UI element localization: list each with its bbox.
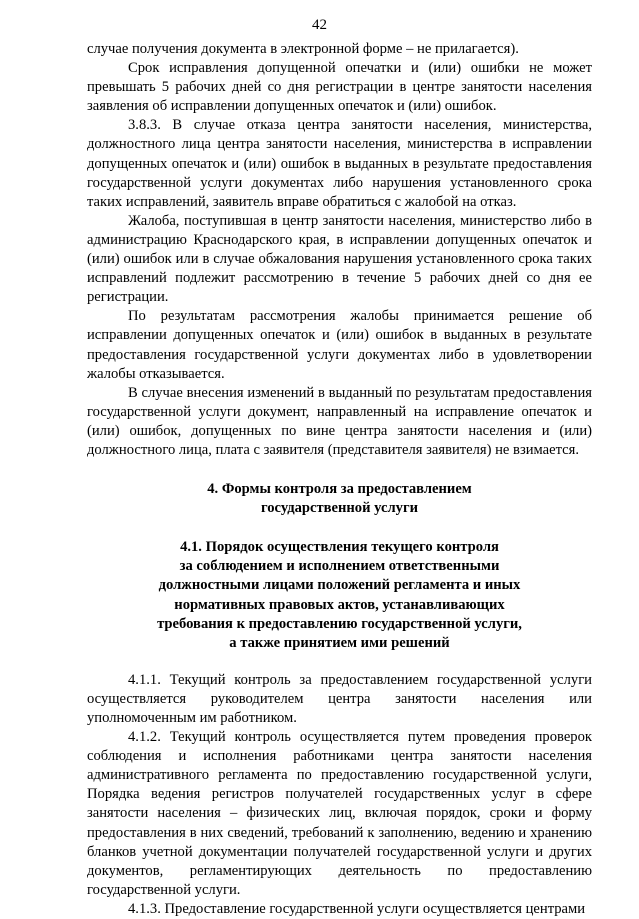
subsection-heading-line: должностными лицами положений регламента и иных — [158, 577, 521, 594]
paragraph-3-8-3: 3.8.3. В случае отказа центра занятости населения, министерства, должностного лица центра занятости населения, министерства в исправлении допущенных опечаток и (или) ошибок в выданных в результате предоставления государственной услуги документах либо нарушения установленного срока таких исправлений, заявитель вправе обратиться с жалобой на отказ. — [87, 117, 592, 210]
subsection-heading-line: нормативных правовых актов, устанавливающих — [174, 596, 505, 613]
subsection-heading-line: за соблюдением и исполнением ответственными — [179, 558, 500, 575]
section-heading-line: государственной услуги — [260, 500, 419, 517]
subsection-heading-line: 4.1. Порядок осуществления текущего контроля — [180, 539, 499, 556]
subsection-heading-line: требования к предоставлению государственной услуги, — [157, 615, 522, 632]
paragraph: В случае внесения изменений в выданный по результатам предоставления государственной услуги документ, направленный на исправление опечаток и (или) ошибок, допущенных по вине центра занятости населения и (или) должностного лица, плата с заявителя (представителя заявителя) не взимается. — [87, 384, 592, 458]
paragraph-continuation: случае получения документа в электронной форме – не прилагается). — [87, 41, 519, 57]
paragraph: Жалоба, поступившая в центр занятости населения, министерство либо в администрацию Краснодарского края, в исправлении допущенных опечаток и (или) ошибок или в случае обжалования нарушения установленного срока таких исправлений подлежит рассмотрению в течение 5 рабочих дней со дня ее регистрации. — [87, 212, 592, 306]
section-heading — [87, 480, 592, 518]
paragraph: Срок исправления допущенной опечатки и (или) ошибки не может превышать 5 рабочих дней со дня регистрации в центре занятости населения заявления об исправлении допущенных опечаток и (или) ошибок. — [87, 60, 592, 115]
paragraph-4-1-3: 4.1.3. Предоставление государственной услуги осуществляется центрами — [128, 900, 586, 917]
paragraph-4-1-1: 4.1.1. Текущий контроль за предоставлением государственной услуги осуществляется руководителем центра занятости населения или уполномоченным им работником. — [87, 671, 592, 726]
document-body — [87, 40, 592, 919]
subsection-heading-line: а также принятием ими решений — [229, 634, 450, 651]
page-number: 42 — [312, 17, 327, 33]
paragraph: По результатам рассмотрения жалобы принимается решение об исправлении допущенных опечаток и (или) ошибок в выданных в результате предоставления государственной услуги документах либо в удовлетворении жалобы отказывается. — [87, 308, 592, 382]
subsection-heading — [87, 538, 592, 653]
section-heading-line: 4. Формы контроля за предоставлением — [207, 481, 472, 498]
paragraph-4-1-2: 4.1.2. Текущий контроль осуществляется путем проведения проверок соблюдения и исполнения работниками центра занятости населения административного регламента по предоставлению государственной услуги, Порядка ведения регистров получателей государственных услуг в сфере занятости населения – физических лиц, включая порядок, сроки и форму предоставления в них сведений, требований к заполнению, ведению и хранению бланков учетной документации получателей государственной услуги и других документов, регламентирующих деятельность по предоставлению государственной услуги. — [87, 729, 592, 898]
